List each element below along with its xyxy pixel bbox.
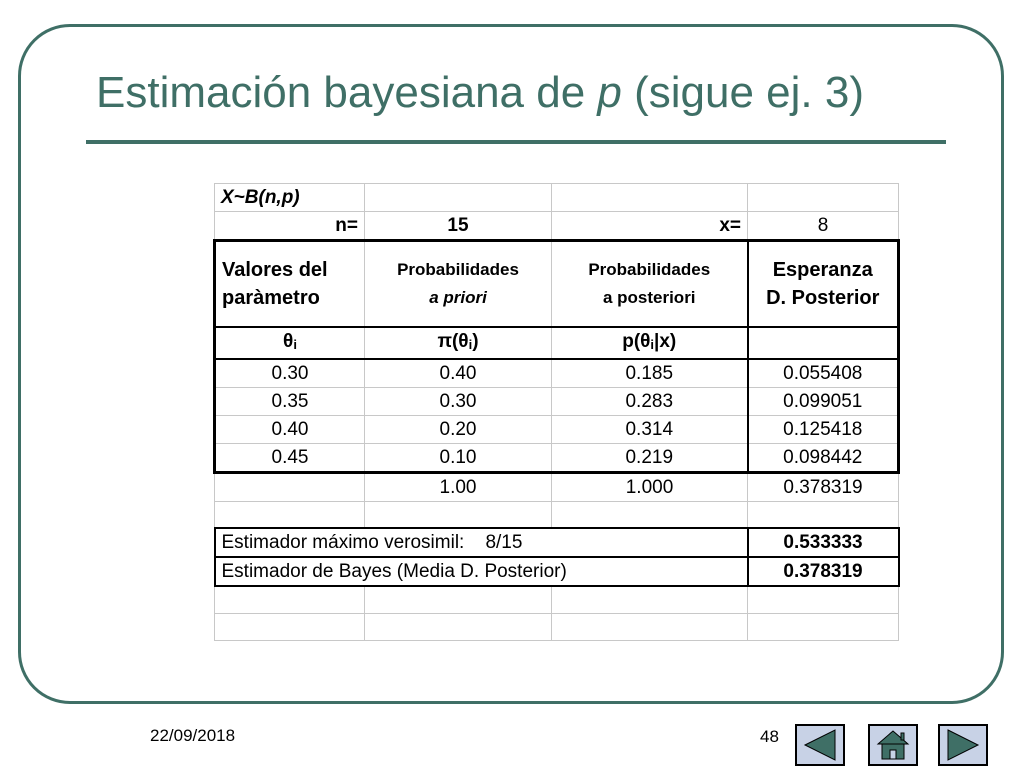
model-cell: X~B(n,p) (215, 184, 365, 212)
bayes-label: Estimador de Bayes (Media D. Posterior) (215, 557, 748, 586)
x-label: x= (552, 212, 748, 241)
title-underline (86, 140, 946, 144)
mle-value: 0.533333 (748, 528, 899, 557)
header-expectation: Esperanza D. Posterior (748, 241, 899, 327)
symbol-prior: π(θi) (365, 327, 552, 359)
table-row: 0.35 0.30 0.283 0.099051 (215, 387, 899, 415)
total-posterior: 1.000 (552, 472, 748, 501)
home-icon (870, 726, 916, 764)
x-value: 8 (748, 212, 899, 241)
slide-date: 22/09/2018 (150, 726, 236, 745)
title-main: Estimación bayesiana de (96, 68, 598, 117)
table-row-params (215, 212, 899, 241)
table-row-empty (215, 501, 899, 528)
title-variable: p (597, 68, 622, 117)
table-row-totals (215, 472, 899, 501)
n-label: n= (215, 212, 365, 241)
symbol-theta-i: θi (215, 327, 365, 359)
bayes-table (213, 183, 900, 641)
table-row-mle (215, 528, 899, 557)
table-row-empty (215, 586, 899, 613)
table-row-bayes (215, 557, 899, 586)
slide-title (96, 68, 864, 118)
total-expectation: 0.378319 (748, 472, 899, 501)
triangle-left-icon (797, 726, 843, 764)
previous-slide-button[interactable] (795, 724, 845, 766)
header-posterior: Probabilidades a posteriori (552, 241, 748, 327)
table-row: 0.30 0.40 0.185 0.055408 (215, 359, 899, 388)
table-row-model (215, 184, 899, 212)
table-header-row (215, 241, 899, 327)
symbol-posterior: p(θi|x) (552, 327, 748, 359)
n-value: 15 (365, 212, 552, 241)
table-symbol-row (215, 327, 899, 359)
header-parameter-values: Valores del paràmetro (215, 241, 365, 327)
title-tail: (sigue ej. 3) (621, 68, 864, 117)
triangle-right-icon (940, 726, 986, 764)
mle-ratio: 8/15 (485, 532, 523, 553)
bayes-value: 0.378319 (748, 557, 899, 586)
table-row-empty (215, 613, 899, 640)
next-slide-button[interactable] (938, 724, 988, 766)
header-prior: Probabilidades a priori (365, 241, 552, 327)
total-prior: 1.00 (365, 472, 552, 501)
slide-number: 48 (760, 727, 779, 746)
table-row: 0.45 0.10 0.219 0.098442 (215, 443, 899, 472)
table-row: 0.40 0.20 0.314 0.125418 (215, 415, 899, 443)
mle-label: Estimador máximo verosimil: 8/15 (215, 528, 748, 557)
home-button[interactable] (868, 724, 918, 766)
